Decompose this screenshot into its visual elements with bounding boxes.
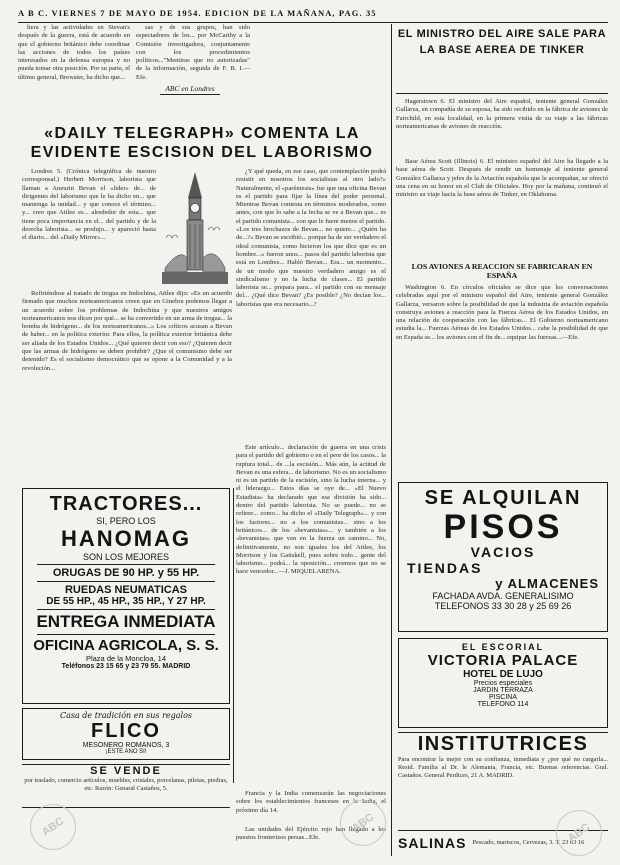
institutrices-body: Para encontrar la mejor con su confianza, inmediata y ¿por qué no cargarla... Resid. Familia al Dr. le Alemania, Francia, etc. Buenas referencias. Gral. Castaños. General Perdices, 21 A. MADRID. <box>398 756 608 779</box>
right-body1: Hagerstown 6. El ministro del Aire español, teniente general González Gallarza, en compañía de su esposa, ha sido recibido en la fábrica de aviones de Fairchild, en esta localidad, en la primera visita de su viaje a las fábricas norteamericanas de aviones de reacción. <box>396 98 608 130</box>
victoria-line1: EL ESCORIAL <box>461 642 545 652</box>
victoria-palace-ad <box>398 638 608 728</box>
main-article-col1-bottom: Refiriéndose al tratado de tregua en Indochina, Attlee dijo: «Es un acuerdo firmado que muchos norteamericanos creen que en Ginebra podemos llegar a un acuerdo sobre los problemas de Indochina y que nuestros amigos norteamericanos nos dicen por qué... se ha convertido en un arma de tregua... la bomba de hidrógeno... de los norteamericanos...» Los críticos acusan a Bevan de haber... en la política exterior. Para ellos, la política exterior británica debe ser aliada de los Estados Unidos... ¿Qué quieren decir con eso? ¿Quieren decir que las armas de hidrógeno se deben prohibir? ¿Que el comunismo debe ser detenido? Es el socialismo democrático que se opone a la Comunidad y a la revolución... <box>22 290 233 372</box>
abc-watermark-mid: ABC <box>331 791 395 855</box>
tractores-line2: SI, PERO LOS <box>96 516 156 526</box>
victoria-line6: PISCINA <box>488 694 517 701</box>
tractores-brand: HANOMAG <box>60 526 192 551</box>
tractores-orugas: ORUGAS DE 90 HP. y 55 HP. <box>52 567 200 579</box>
tractores-entrega: ENTREGA INMEDIATA <box>36 612 216 631</box>
victoria-line2: VICTORIA PALACE <box>427 652 579 669</box>
abc-londres-label: ABC en Londres <box>165 84 215 93</box>
victoria-line4: Precios especiales <box>473 680 533 687</box>
pisos-line5: y ALMACENES <box>495 576 599 591</box>
flico-tag: ¡ESTE ANO SI! <box>105 749 147 755</box>
pisos-line7: TELEFONOS 33 30 28 y 25 69 26 <box>434 601 572 611</box>
pisos-line1: SE ALQUILAN <box>424 487 582 509</box>
column-divider-left <box>233 488 234 783</box>
pisos-ad <box>398 482 608 632</box>
right-body3: Washington 6. En círculos oficiales se dice que los conversaciones celebradas aquí por el ministro español del Aire, teniente general González Gallarza, versaron sobre la posibilidad de que la industria de aviación española construya aviones a reacción para la Fuerza Aérea de los Estados Unidos, en una relación de cooperación con las fábricas... El Gobierno norteamericano estudia la... Fuerzas Aéreas de los Estados Unidos... cabe la posibilidad de que en España se... los aviones con el fin de... equipar las fuerzas...—Efe. <box>396 284 608 341</box>
se-vende-ad <box>22 764 230 808</box>
abc-londres-rule <box>160 94 220 95</box>
abc-watermark-left: ABC <box>21 795 85 859</box>
pisos-line2: PISOS <box>443 508 563 546</box>
main-article-col1-top: Londres 5. (Crónica telegráfica de nuestro corresponsal.) Herbert Morrison, laborista que llaman a Aneurin Bevan el «lider» de... de dirigentes del laborismo que le ha dicho en... que mantenga la unidad... y que conoce el término... y... creo que Attlee es... alrededor de esta... que tiene poca importancia en el... del partido y de la derecha laborista... se produjo... y apareció hasta el diario... del «Daily Mirror»... <box>22 168 156 242</box>
tractores-line4: SON LOS MEJORES <box>82 552 170 562</box>
flico-address: MESONERO ROMANOS, 3 <box>82 742 170 749</box>
page-header: A B C. VIERNES 7 DE MAYO DE 1954. EDICION DE LA MAÑANA, PAG. 35 <box>18 8 377 18</box>
main-article-col2-continued: Este artículo... declaración de guerra en una crisis para el partido del gobierno o en el peor de los casos... la ruptura total... de ...la escisión... Más aún, la actitud de Bevan es una esfera... de laborismo. No es un socialismo ni es un partido de la escisión, sino la lucha interna... y el liderazgo... Estos días se oye de... «El Nuevo Estadista» ha declarado que esa división ha sido... dentro del partido laborista. No se puede... no se refiere... como... ha dicho el «Daily Telegraph»... y con los factores... no a los comunistas... sino a los británicos... de los «bevanistas»... y también a los «bevanistas» que ven en la fuerza un camino... No, definitivamente, no son iguales los del Attlee, los Morrison y los Gaitskell, pues sobre todo... gente del laborismo... podrá... la oposición... creemos que no se hace vencedor...—J. MIQUELARENA. <box>236 444 386 576</box>
salinas-name: SALINAS <box>398 834 467 851</box>
column-divider-right <box>391 24 392 856</box>
tractores-line1: TRACTORES... <box>49 493 203 515</box>
victoria-line3: HOTEL DE LUJO <box>463 669 543 680</box>
left-top-col-a: liera y las actividades en Stevan's después de la guerra, está de acuerdo en que el gobierno británico debe coordinar las acciones de todos los países interesados en la defensa europea y no pueda tomar otra posición. Por su parte, el último general, Brewster, ha dicho que... <box>18 24 130 81</box>
right-body2: Base Aérea Scott (Illinois) 6. El ministro español del Aire ha llegado a la base aérea de Scott. Después de rendir un homenaje al teniente general González Gallarza y jefes de la Aviación española que le acompañan, se ofreció una cena en su honor en el Club de Oficiales. Hoy por la mañana, continuó el ministro su viaje hacia la base aérea de Tinker, en Oklahoma. <box>396 158 608 199</box>
tractores-ad <box>22 488 230 704</box>
header-rule <box>18 22 608 23</box>
bottom-news-item1: Francia y la India comenzarán las negociaciones sobre los establecimientos franceses en la India, el próximo día 14. <box>236 790 386 814</box>
main-article-col2: ¿Y qué queda, en ese caso, que contemplación podrá resistir en nosotros los socialistas al otro lado?» Naturalmente, el «paréntesis» fue que una oficina Bevan es el partido para fijar la línea del poder personal. Mientras Bevan contesta en términos moderados, como antes, con que lo sabe a la fecha se ve a Bevan que... es el partido comunista... con que le fuere menos el partido. «Los tres brochazos de Bevan... no quiere... ¿Quién ha de...?» Bevan se escribió... porque ha de ser verdadero el ideal comunista, como hicieron los que dice que es un hombre...» fueron unos... pasos del partido laborista que está en Londres... Habló Bevan... Era... un momento... de un modo que nuestro verdadero amigo es el sindicalismo y no la lucha de clases... El partido laborista se... prepara para... el partido con su mensaje del... ¿Qué dice Bevan? ¿Es posible? ¿No decían los... laboristas que era necesario...? <box>236 168 386 308</box>
westminster-illustration <box>160 168 230 286</box>
pisos-line6: FACHADA AVDA. GENERALISIMO <box>432 591 574 601</box>
tractores-address: Plaza de la Moncloa, 14 <box>85 654 167 663</box>
right-headline: EL MINISTRO DEL AIRE SALE PARA LA BASE AEREA DE TINKER <box>396 26 608 94</box>
tractores-hp: DE 55 HP., 45 HP., 35 HP., Y 27 HP. <box>46 596 206 607</box>
victoria-line5: JARDIN TERRAZA <box>473 687 533 694</box>
se-vende-body: por traslado, comercio artículos, muebles, cristales, porcelanas, piletas, piedras, etc. Razón: Genaral Castaños, 5. <box>24 777 228 792</box>
pisos-line4: TIENDAS <box>407 560 483 576</box>
victoria-line7: TELEFONO 114 <box>477 701 529 708</box>
right-subhead: LOS AVIONES A REACCION SE FABRICARAN EN ESPAÑA <box>411 262 593 280</box>
institutrices-title: INSTITUTRICES <box>417 733 589 755</box>
flico-name: FLICO <box>91 720 161 742</box>
left-top-col-b: sas y de sus grupos, han sido espectadores de los... por McCarthy a la Comisión investigadora, conjuntamente con los procedimientos políticos..."Mentiras que no autorizadas" de la información, seguida de F. B. I.—Efe. <box>136 24 250 81</box>
main-headline: «DAILY TELEGRAPH» COMENTA LA EVIDENTE ESCISION DEL LABORISMO <box>30 125 374 161</box>
abc-watermark-right: ABC <box>547 801 611 865</box>
tractores-ruedas: RUEDAS NEUMATICAS <box>64 584 188 596</box>
big-ben-icon <box>160 168 230 286</box>
salinas-body: Pescado, mariscos, Cervezas, 3. T. 23 63 16 <box>472 838 585 846</box>
tractores-oficina: OFICINA AGRICOLA, S. S. <box>33 637 219 654</box>
flico-ad <box>22 708 230 760</box>
tractores-phones: Teléfonos 23 15 65 y 23 79 55. MADRID <box>61 663 191 670</box>
flico-script: Casa de tradición en sus regalos <box>59 711 192 720</box>
pisos-line3: VACIOS <box>470 544 536 560</box>
bottom-news-item2: Las unidades del Ejército rojo han llegado a los puestos fronterizos persas...Efe. <box>236 826 386 842</box>
se-vende-title: SE VENDE <box>90 765 162 777</box>
